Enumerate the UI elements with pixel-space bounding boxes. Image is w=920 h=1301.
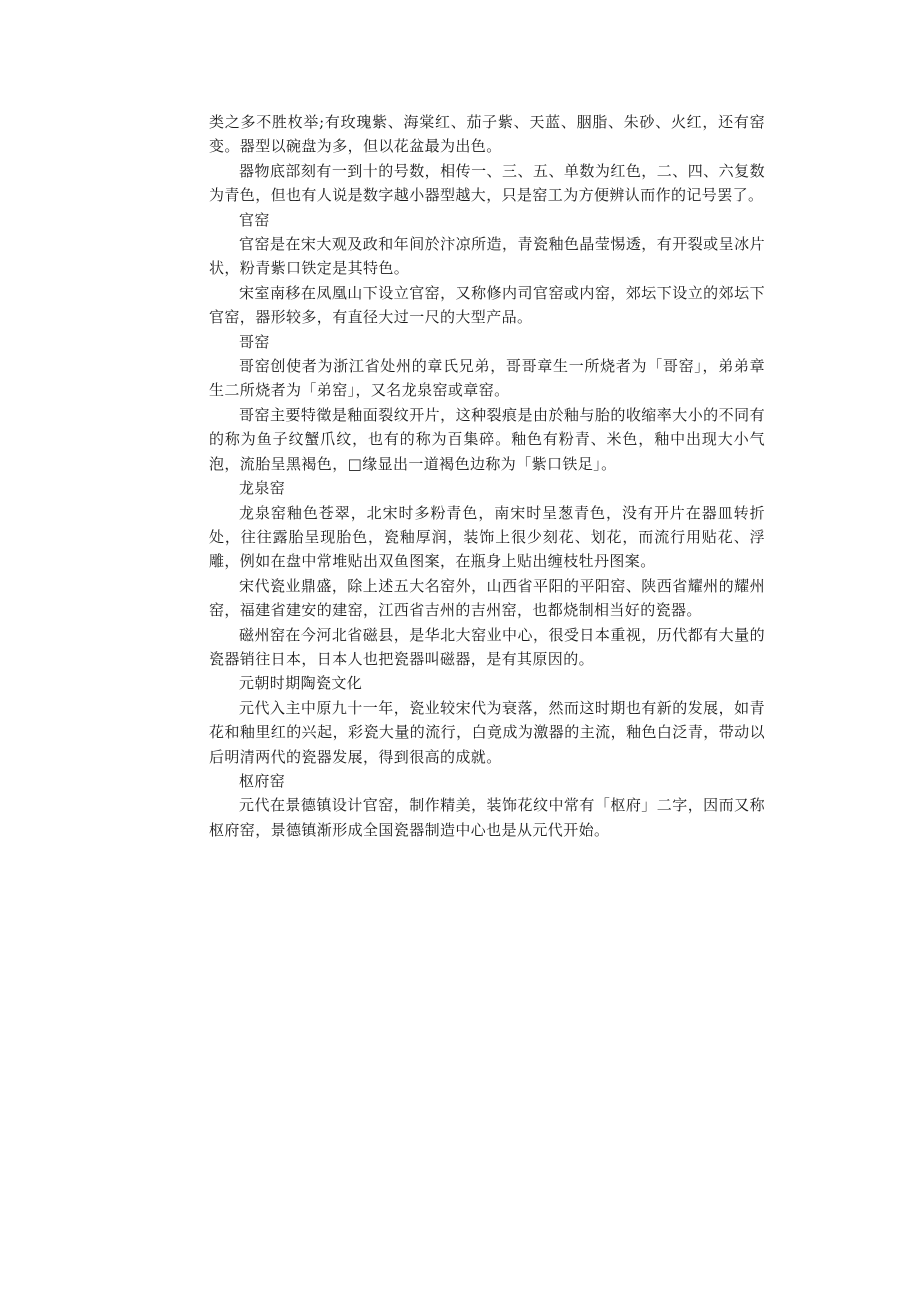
paragraph-ge-kiln-origin: 哥窑创使者为浙江省处州的章氏兄弟，哥哥章生一所烧者为「哥窑」，弟弟章生二所烧者为「弟窑」，又名龙泉窑或章窑。 xyxy=(209,357,765,400)
document-page xyxy=(209,110,765,842)
heading-shufu-kiln: 枢府窑 xyxy=(239,771,286,790)
paragraph-longquan-kiln: 龙泉窑釉色苍翠，北宋时多粉青色，南宋时呈葱青色，没有开片在器皿转折处，往往露胎呈现胎色，瓷釉厚润，装饰上很少刻花、划花，而流行用贴花、浮雕，例如在盘中常堆贴出双鱼图案，在瓶身上贴出缠枝牡丹图案。 xyxy=(209,503,765,571)
heading-ge-kiln: 哥窑 xyxy=(239,332,270,351)
paragraph-bottom-numbers: 器物底部刻有一到十的号数，相传一、三、五、单数为红色，二、四、六复数为青色，但也有人说是数字越小器型越大，只是窑工为方便辨认而作的记号罢了。 xyxy=(209,161,765,205)
paragraph-guan-kiln-south: 宋室南移在凤凰山下设立官窑，又称修内司官窑或内窑，郊坛下设立的郊坛下官窑，器形较多，有直径大过一尺的大型产品。 xyxy=(209,283,765,327)
paragraph-shufu-kiln: 元代在景德镇设计官窑，制作精美，装饰花纹中常有「枢府」二字，因而又称枢府窑，景德镇渐形成全国瓷器制造中心也是从元代开始。 xyxy=(209,796,765,839)
paragraph-song-other-kilns: 宋代瓷业鼎盛，除上述五大名窑外，山西省平阳的平阳窑、陕西省耀州的耀州窑，福建省建安的建窑，江西省吉州的吉州窑，也都烧制相当好的瓷器。 xyxy=(209,576,765,620)
heading-guan-kiln: 官窑 xyxy=(239,210,270,229)
paragraph-ge-kiln-features: 哥窑主要特徵是釉面裂纹开片，这种裂痕是由於釉与胎的收缩率大小的不同有的称为鱼子纹蟹爪纹，也有的称为百集碎。釉色有粉青、米色，釉中出现大小气泡，流胎呈黑褐色，□缘显出一道褐色边称为「紫口铁足」。 xyxy=(209,405,765,473)
paragraph-continued: 类之多不胜枚举;有玫瑰紫、海棠红、茄子紫、天蓝、胭脂、朱砂、火红，还有窑变。器型以碗盘为多，但以花盆最为出色。 xyxy=(209,113,765,156)
heading-yuan-ceramics: 元朝时期陶瓷文化 xyxy=(239,674,363,693)
paragraph-cizhou-kiln: 磁州窑在今河北省磁县，是华北大窑业中心，很受日本重视，历代都有大量的瓷器销往日本，日本人也把瓷器叫磁器，是有其原因的。 xyxy=(209,625,765,668)
paragraph-yuan-ceramics: 元代入主中原九十一年，瓷业较宋代为衰落，然而这时期也有新的发展，如青花和釉里红的兴起，彩瓷大量的流行，白竟成为激器的主流，釉色白泛青，带动以后明清两代的瓷器发展，得到很高的成就。 xyxy=(209,698,765,766)
paragraph-guan-kiln-origin: 官窑是在宋大观及政和年间於汴凉所造，青瓷釉色晶莹惕透，有开裂或呈冰片状，粉青紫口铁定是其特色。 xyxy=(209,235,765,278)
heading-longquan-kiln: 龙泉窑 xyxy=(239,479,286,498)
